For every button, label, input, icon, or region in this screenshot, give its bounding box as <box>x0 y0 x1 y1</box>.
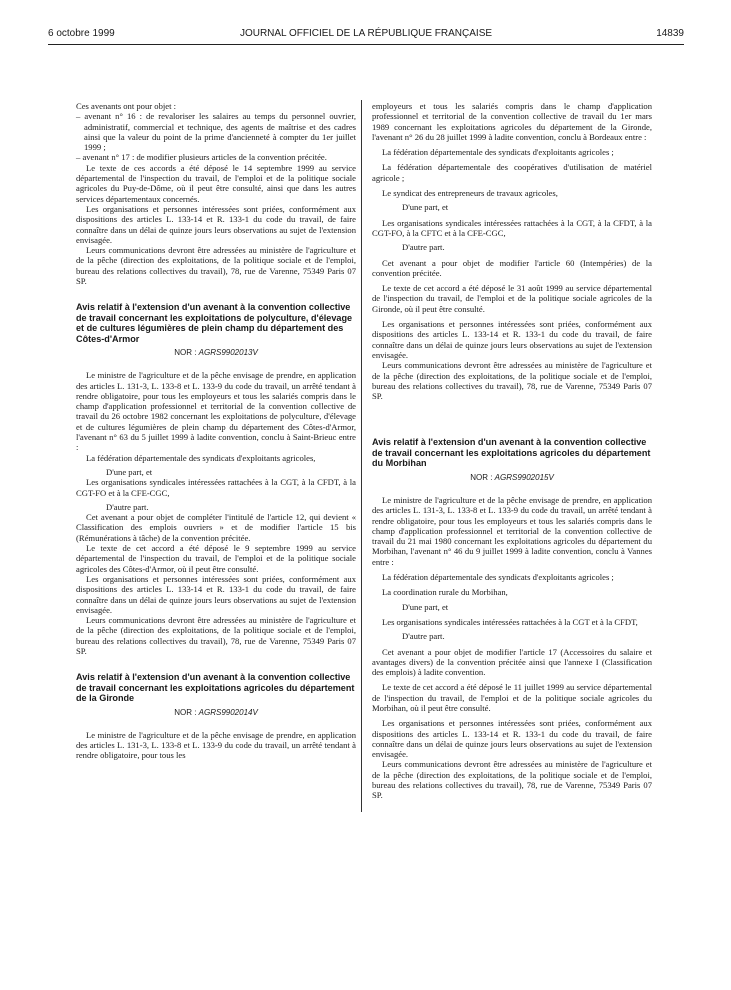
nor-label: NOR : <box>174 347 197 357</box>
notice-paragraph: Le texte de cet accord a été déposé le 11 juillet 1999 au service départemental de l'inspection du travail, de l'emploi et de la politique sociale agricoles du Morbihan, où il peut être consulté. <box>372 682 652 713</box>
communications-paragraph: Leurs communications devront être adressées au ministère de l'agriculture et de la pêche (direction des exploitations, de la politique sociale et de l'emploi, bureau des relations collectives du travail), 78, rue de Varenne, 75349 Paris 07 SP. <box>76 245 356 287</box>
nor-code: AGRS9902014V <box>198 707 258 717</box>
nor-label: NOR : <box>470 472 493 482</box>
notice-paragraph: La fédération départementale des syndicats d'exploitants agricoles, <box>86 452 316 463</box>
header-journal-title: JOURNAL OFFICIEL DE LA RÉPUBLIQUE FRANÇAISE <box>239 28 493 39</box>
notice-paragraph: La fédération départementale des syndicats d'exploitants agricoles ; <box>382 572 614 583</box>
notice-gironde-nor <box>76 708 356 718</box>
nor-code: AGRS9902013V <box>198 347 258 357</box>
party-line: D'autre part. <box>402 631 445 642</box>
notice-cotes-armor-title: Avis relatif à l'extension d'un avenant à la convention collective de travail concernant les exploitations de polyculture, d'élevage et de cultures légumières de plein champ du département des Côtes-d'Armor <box>76 302 353 344</box>
party-line: D'une part, et <box>402 202 449 213</box>
notice-paragraph: La fédération départementale des syndicats d'exploitants agricoles ; <box>382 147 614 158</box>
notice-paragraph: Le ministre de l'agriculture et de la pêche envisage de prendre, en application des articles L. 131-3, L. 133-8 et L. 133-9 du code du travail, un arrêté tendant à rendre obligatoire, pour tous les <box>76 729 356 761</box>
notice-gironde-title: Avis relatif à l'extension d'un avenant à la convention collective de travail concernant les exploitations agricoles du département de la Gironde <box>76 672 355 704</box>
party-line: D'une part, et <box>106 466 153 477</box>
notice-cotes-armor-nor <box>76 348 356 358</box>
header-page-number: 14839 <box>656 28 684 39</box>
notice-paragraph: Le texte de cet accord a été déposé le 31 août 1999 au service départemental de l'inspection du travail, de l'emploi et de la politique sociale agricoles de la Gironde, où il peut être consulté. <box>372 283 652 314</box>
notice-paragraph: Les organisations syndicales intéressées rattachées à la CGT, à la CFDT, à la CGT-FO et à la CFE-CGC, <box>76 477 356 498</box>
party-line: D'autre part. <box>106 501 149 512</box>
right-column <box>372 101 652 801</box>
notice-paragraph: Les organisations et personnes intéressées sont priées, conformément aux dispositions des articles L. 133-14 et R. 133-1 du code du travail, de faire connaître dans un délai de quinze jours leurs observations au sujet de l'extension envisagée. <box>76 573 356 615</box>
avenant-16-item: – avenant n° 16 : de revaloriser les salaires au temps du personnel ouvrier, administratif, commercial et technique, des agents de maîtrise et des cadres ainsi que la valeur du point de la prime d'ancienneté à compter du 1er juillet 1999 ; <box>76 111 356 153</box>
nor-label: NOR : <box>174 707 197 717</box>
header-rule <box>48 44 684 45</box>
notice-paragraph: Cet avenant a pour objet de modifier l'article 17 (Accessoires du salaire et avantages divers) de la convention précitée ainsi que l'annexe I (Classification des emplois) à ladite convention. <box>372 646 652 678</box>
notice-paragraph: Le ministre de l'agriculture et de la pêche envisage de prendre, en application des articles L. 131-3, L. 133-8 et L. 133-9 du code du travail, un arrêté tendant à rendre obligatoire, pour tous les employeurs et tous les salariés compris dans le champ d'application professionnel et territorial de la convention collective de travail du 26 octobre 1982 concernant les exploitations de polyculture, d'élevage et de cultures légumières de plein champ du département des Côtes-d'Armor, l'avenant n° 63 du 5 juillet 1999 à ladite convention, conclu à Saint-Brieuc entre : <box>76 370 356 453</box>
notice-paragraph: La fédération départementale des coopératives d'utilisation de matériel agricole ; <box>372 162 652 183</box>
running-header <box>48 28 684 42</box>
notice-paragraph: Le syndicat des entrepreneurs de travaux agricoles, <box>382 188 558 199</box>
header-date: 6 octobre 1999 <box>48 28 115 39</box>
notice-paragraph: Leurs communications devront être adressées au ministère de l'agriculture et de la pêche (direction des exploitations, de la politique sociale et de l'emploi, bureau des relations collectives du travail), 78, rue de Varenne, 75349 Paris 07 SP. <box>76 615 356 656</box>
notice-morbihan-title: Avis relatif à l'extension d'un avenant à la convention collective de travail concernant les exploitations agricoles du département du Morbihan <box>372 437 651 469</box>
observations-paragraph: Les organisations et personnes intéressées sont priées, conformément aux dispositions des articles L. 133-14 et R. 133-1 du code du travail, de faire connaître dans un délai de quinze jours leurs observations au sujet de l'extension envisagée. <box>76 203 356 245</box>
notice-paragraph: Les organisations syndicales intéressées rattachées à la CGT et à la CFDT, <box>382 616 638 627</box>
left-column <box>76 101 356 761</box>
notice-morbihan-nor <box>372 473 652 483</box>
intro-text: Ces avenants ont pour objet : <box>76 101 177 111</box>
notice-paragraph: Les organisations et personnes intéressées sont priées, conformément aux dispositions des articles L. 133-14 et R. 133-1 du code du travail, de faire connaître dans un délai de quinze jours leurs observations au sujet de l'extension envisagée. <box>372 718 652 760</box>
column-divider <box>361 100 362 812</box>
nor-code: AGRS9902015V <box>494 472 554 482</box>
party-line: D'autre part. <box>402 242 445 253</box>
notice-paragraph: Leurs communications devront être adressées au ministère de l'agriculture et de la pêche (direction des exploitations, de la politique sociale et de l'emploi, bureau des relations collectives du travail), 78, rue de Varenne, 75349 Paris 07 SP. <box>372 360 652 402</box>
notice-paragraph: Cet avenant a pour objet de compléter l'intitulé de l'article 12, qui devient « Classification des emplois ouvriers » et de modifier l'article 15 bis (Rémunérations à tâche) de la convention précitée. <box>76 512 356 543</box>
notice-paragraph: Les organisations et personnes intéressées sont priées, conformément aux dispositions des articles L. 133-14 et R. 133-1 du code du travail, de faire connaître dans un délai de quinze jours leurs observations au sujet de l'extension envisagée. <box>372 319 652 360</box>
notice-paragraph: Les organisations syndicales intéressées rattachées à la CGT, à la CFDT, à la CGT-FO, à la CFTC et à la CFE-CGC, <box>372 217 652 238</box>
avenant-17-item: – avenant n° 17 : de modifier plusieurs articles de la convention précitée. <box>76 152 327 163</box>
notice-paragraph: Leurs communications devront être adressées au ministère de l'agriculture et de la pêche (direction des exploitations, de la politique sociale et de l'emploi, bureau des relations collectives du travail), 78, rue de Varenne, 75349 Paris 07 SP. <box>372 759 652 801</box>
notice-paragraph: Cet avenant a pour objet de modifier l'article 60 (Intempéries) de la convention précitée. <box>372 257 652 278</box>
notice-paragraph-continued: employeurs et tous les salariés compris dans le champ d'application professionnel et territorial de la convention collective de travail du 1er mars 1989 concernant les exploitations agricoles du département de la Gironde, l'avenant n° 26 du 28 juillet 1999 à ladite convention, conclu à Bordeaux entre : <box>372 101 652 142</box>
notice-paragraph: La coordination rurale du Morbihan, <box>382 587 508 598</box>
notice-paragraph: Le ministre de l'agriculture et de la pêche envisage de prendre, en application des articles L. 131-3, L. 133-8 et L. 133-9 du code du travail, un arrêté tendant à rendre obligatoire, pour tous les employeurs et tous les salariés compris dans le champ d'application professionnel et territorial de la convention collective de travail du 21 mai 1980 concernant les exploitations agricoles du département du Morbihan, l'avenant n° 46 du 9 juillet 1999 à ladite convention, conclu à Vannes entre : <box>372 494 652 567</box>
deposit-paragraph: Le texte de ces accords a été déposé le 14 septembre 1999 au service départemental de l'inspection du travail, de l'emploi et de la politique sociale agricoles du Puy-de-Dôme, où il peut être consulté, ainsi que dans les autres services départementaux concernés. <box>76 162 356 204</box>
party-line: D'une part, et <box>402 601 449 612</box>
notice-paragraph: Le texte de cet accord a été déposé le 9 septembre 1999 au service départemental de l'inspection du travail, de l'emploi et de la politique sociale agricoles des Côtes-d'Armor, où il peut être consulté. <box>76 543 356 574</box>
